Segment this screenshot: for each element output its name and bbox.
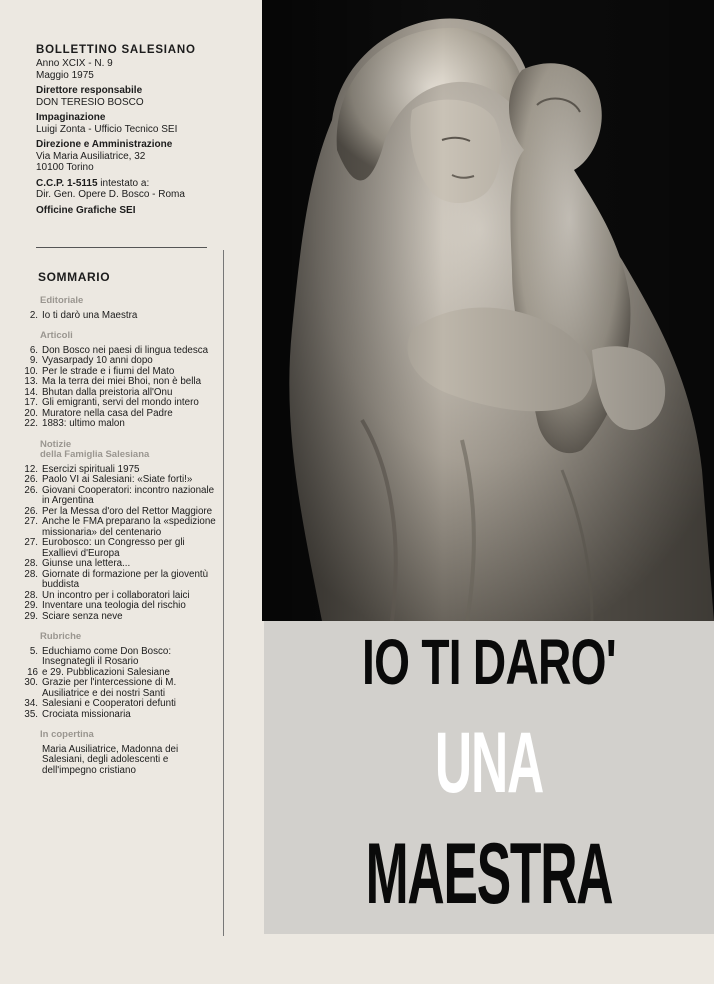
toc-entry-page: 17. [24, 397, 38, 408]
toc-entry [18, 559, 218, 570]
cover-description: Maria Ausiliatrice, Madonna dei Salesiani, degli adolescenti e dell'impegno cristiano [42, 743, 179, 776]
masthead-divider [36, 247, 207, 248]
masthead [36, 44, 208, 216]
toc-section-heading [40, 296, 218, 307]
toc-section-title: Articoli [40, 330, 73, 341]
admin-address-2: 10100 Torino [36, 162, 94, 173]
admin-address-1: Via Maria Ausiliatrice, 32 [36, 150, 146, 162]
magazine-title: BOLLETTINO SALESIANO [36, 44, 196, 56]
toc-heading: SOMMARIO [38, 270, 111, 284]
toc-entry-title: Ma la terra dei miei Bhoi, non è bella [42, 376, 202, 387]
issue-line: Anno XCIX - N. 9 [36, 58, 113, 69]
toc-entry-page: 29. [24, 600, 38, 611]
title-line-2: UNA [434, 715, 544, 811]
toc-entry-title: Grazie per l'intercessione di M. Ausiliatrice e dei nostri Santi [42, 677, 177, 699]
toc-entry [18, 377, 218, 388]
toc-entry-title: Don Bosco nei paesi di lingua tedesca [42, 344, 209, 356]
toc-section-title: Notizie [40, 438, 72, 450]
title-panel [264, 621, 714, 934]
toc-section-heading [40, 632, 218, 643]
toc-entry [18, 311, 218, 322]
ccp-holder: Dir. Gen. Opere D. Bosco - Roma [36, 189, 185, 200]
toc-entry-title: Bhutan dalla preistoria all'Onu [42, 386, 173, 398]
toc-entry [18, 710, 218, 721]
toc-entry [18, 678, 218, 699]
title-line-1: IO TI DARO' [362, 626, 616, 698]
cover-photo [262, 0, 714, 621]
toc-entry-title: Muratore nella casa del Padre [42, 407, 173, 419]
toc-entry [18, 538, 218, 559]
toc-entry-page: 26. [24, 474, 38, 485]
toc-entry-title: Sciare senza neve [42, 610, 123, 622]
toc-entry-title: Salesiani e Cooperatori defunti [42, 698, 176, 709]
toc-entry-page: 13. [24, 376, 38, 387]
toc-entry-title: Inventare una teologia del rischio [42, 600, 186, 611]
toc-entry-title: Anche le FMA preparano la «spedizione missionaria» del centenario [42, 516, 216, 538]
toc-entry [18, 699, 218, 710]
toc-entry-page: 28. [24, 568, 38, 580]
toc-entry-page: 9. [29, 355, 38, 366]
toc-entry-title: Vyasarpady 10 anni dopo [42, 355, 153, 366]
toc-entry [18, 570, 218, 591]
toc-entry-page: 30. [24, 677, 38, 688]
director-name: DON TERESIO BOSCO [36, 96, 144, 108]
toc-entry-title: Crociata missionaria [42, 708, 131, 720]
toc-entry-page: 16 [27, 666, 38, 678]
toc-entry-title: Eurobosco: un Congresso per gli Exallievi d'Europa [42, 537, 185, 559]
toc-entry-title: 1883: ultimo malon [42, 418, 125, 429]
toc-entry-page: 26. [24, 505, 38, 517]
toc-entry [18, 475, 218, 486]
toc-entry-title: Gli emigranti, servi del mondo intero [42, 397, 199, 408]
toc-entry-title: e 29. Pubblicazioni Salesiane [42, 666, 170, 678]
toc-section-title-line2: della Famiglia Salesiana [40, 449, 150, 460]
toc-entry-page: 20. [24, 407, 38, 419]
toc-entry-page: 27. [24, 516, 38, 527]
printer: Officine Grafiche SEI [36, 204, 136, 216]
toc-section-title: Rubriche [40, 631, 82, 642]
ccp-suffix: intestato a: [97, 177, 150, 189]
ccp-label: C.C.P. 1-5115 [36, 177, 98, 189]
toc-entry-title: Per la Messa d'oro del Rettor Maggiore [42, 505, 213, 517]
cover-heading: In copertina [40, 729, 94, 740]
toc-entry-page: 35. [24, 708, 38, 720]
toc-entry-page: 28. [24, 589, 38, 601]
toc-entry-title: Paolo VI ai Salesiani: «Siate forti!» [42, 474, 193, 485]
toc-entry [18, 486, 218, 507]
table-of-contents [18, 270, 218, 776]
toc-entry-title: Io ti darò una Maestra [42, 309, 138, 321]
toc-entry [18, 356, 218, 367]
toc-section-heading [40, 440, 218, 461]
layout-name: Luigi Zonta - Ufficio Tecnico SEI [36, 123, 178, 135]
toc-entry-title: Giornate di formazione per la gioventù buddista [42, 568, 209, 590]
toc-entry-page: 14. [24, 386, 38, 398]
toc-entry-page: 2. [29, 309, 38, 321]
issue-date: Maggio 1975 [36, 69, 94, 81]
toc-entry-page: 28. [24, 558, 38, 569]
toc-entry-page: 34. [24, 698, 38, 709]
title-line-3: MAESTRA [365, 826, 613, 922]
toc-entry-page: 29. [24, 610, 38, 622]
toc-entry [18, 419, 218, 430]
toc-entry-page: 5. [29, 645, 38, 657]
toc-entry-page: 26. [24, 484, 38, 496]
column-divider [223, 250, 224, 936]
toc-section-title: Editoriale [40, 295, 84, 306]
toc-entry-title: Un incontro per i collaboratori laici [42, 589, 190, 601]
admin-label: Direzione e Amministrazione [36, 139, 173, 150]
toc-entry [18, 647, 218, 668]
toc-entry [18, 601, 218, 612]
toc-entry-title: Educhiamo come Don Bosco: Insegnategli il Rosario [42, 645, 172, 667]
toc-section-heading [40, 331, 218, 342]
toc-entry [18, 517, 218, 538]
toc-entry-page: 12. [24, 463, 38, 475]
toc-entry-title: Esercizi spirituali 1975 [42, 463, 140, 475]
toc-entry-title: Giunse una lettera... [42, 558, 131, 569]
layout-label: Impaginazione [36, 112, 106, 123]
toc-entry-page: 6. [29, 344, 38, 356]
toc-entry [18, 398, 218, 409]
toc-entry-title: Giovani Cooperatori: incontro nazionale in Argentina [42, 484, 215, 506]
director-label: Direttore responsabile [36, 85, 143, 96]
madonna-statue-image [262, 0, 714, 621]
toc-entry-title: Per le strade e i fiumi del Mato [42, 365, 175, 377]
toc-entry-page: 22. [24, 418, 38, 429]
toc-entry-page: 27. [24, 537, 38, 548]
toc-entry [18, 612, 218, 623]
toc-sections [18, 296, 218, 720]
toc-entry-page: 10. [24, 365, 38, 377]
